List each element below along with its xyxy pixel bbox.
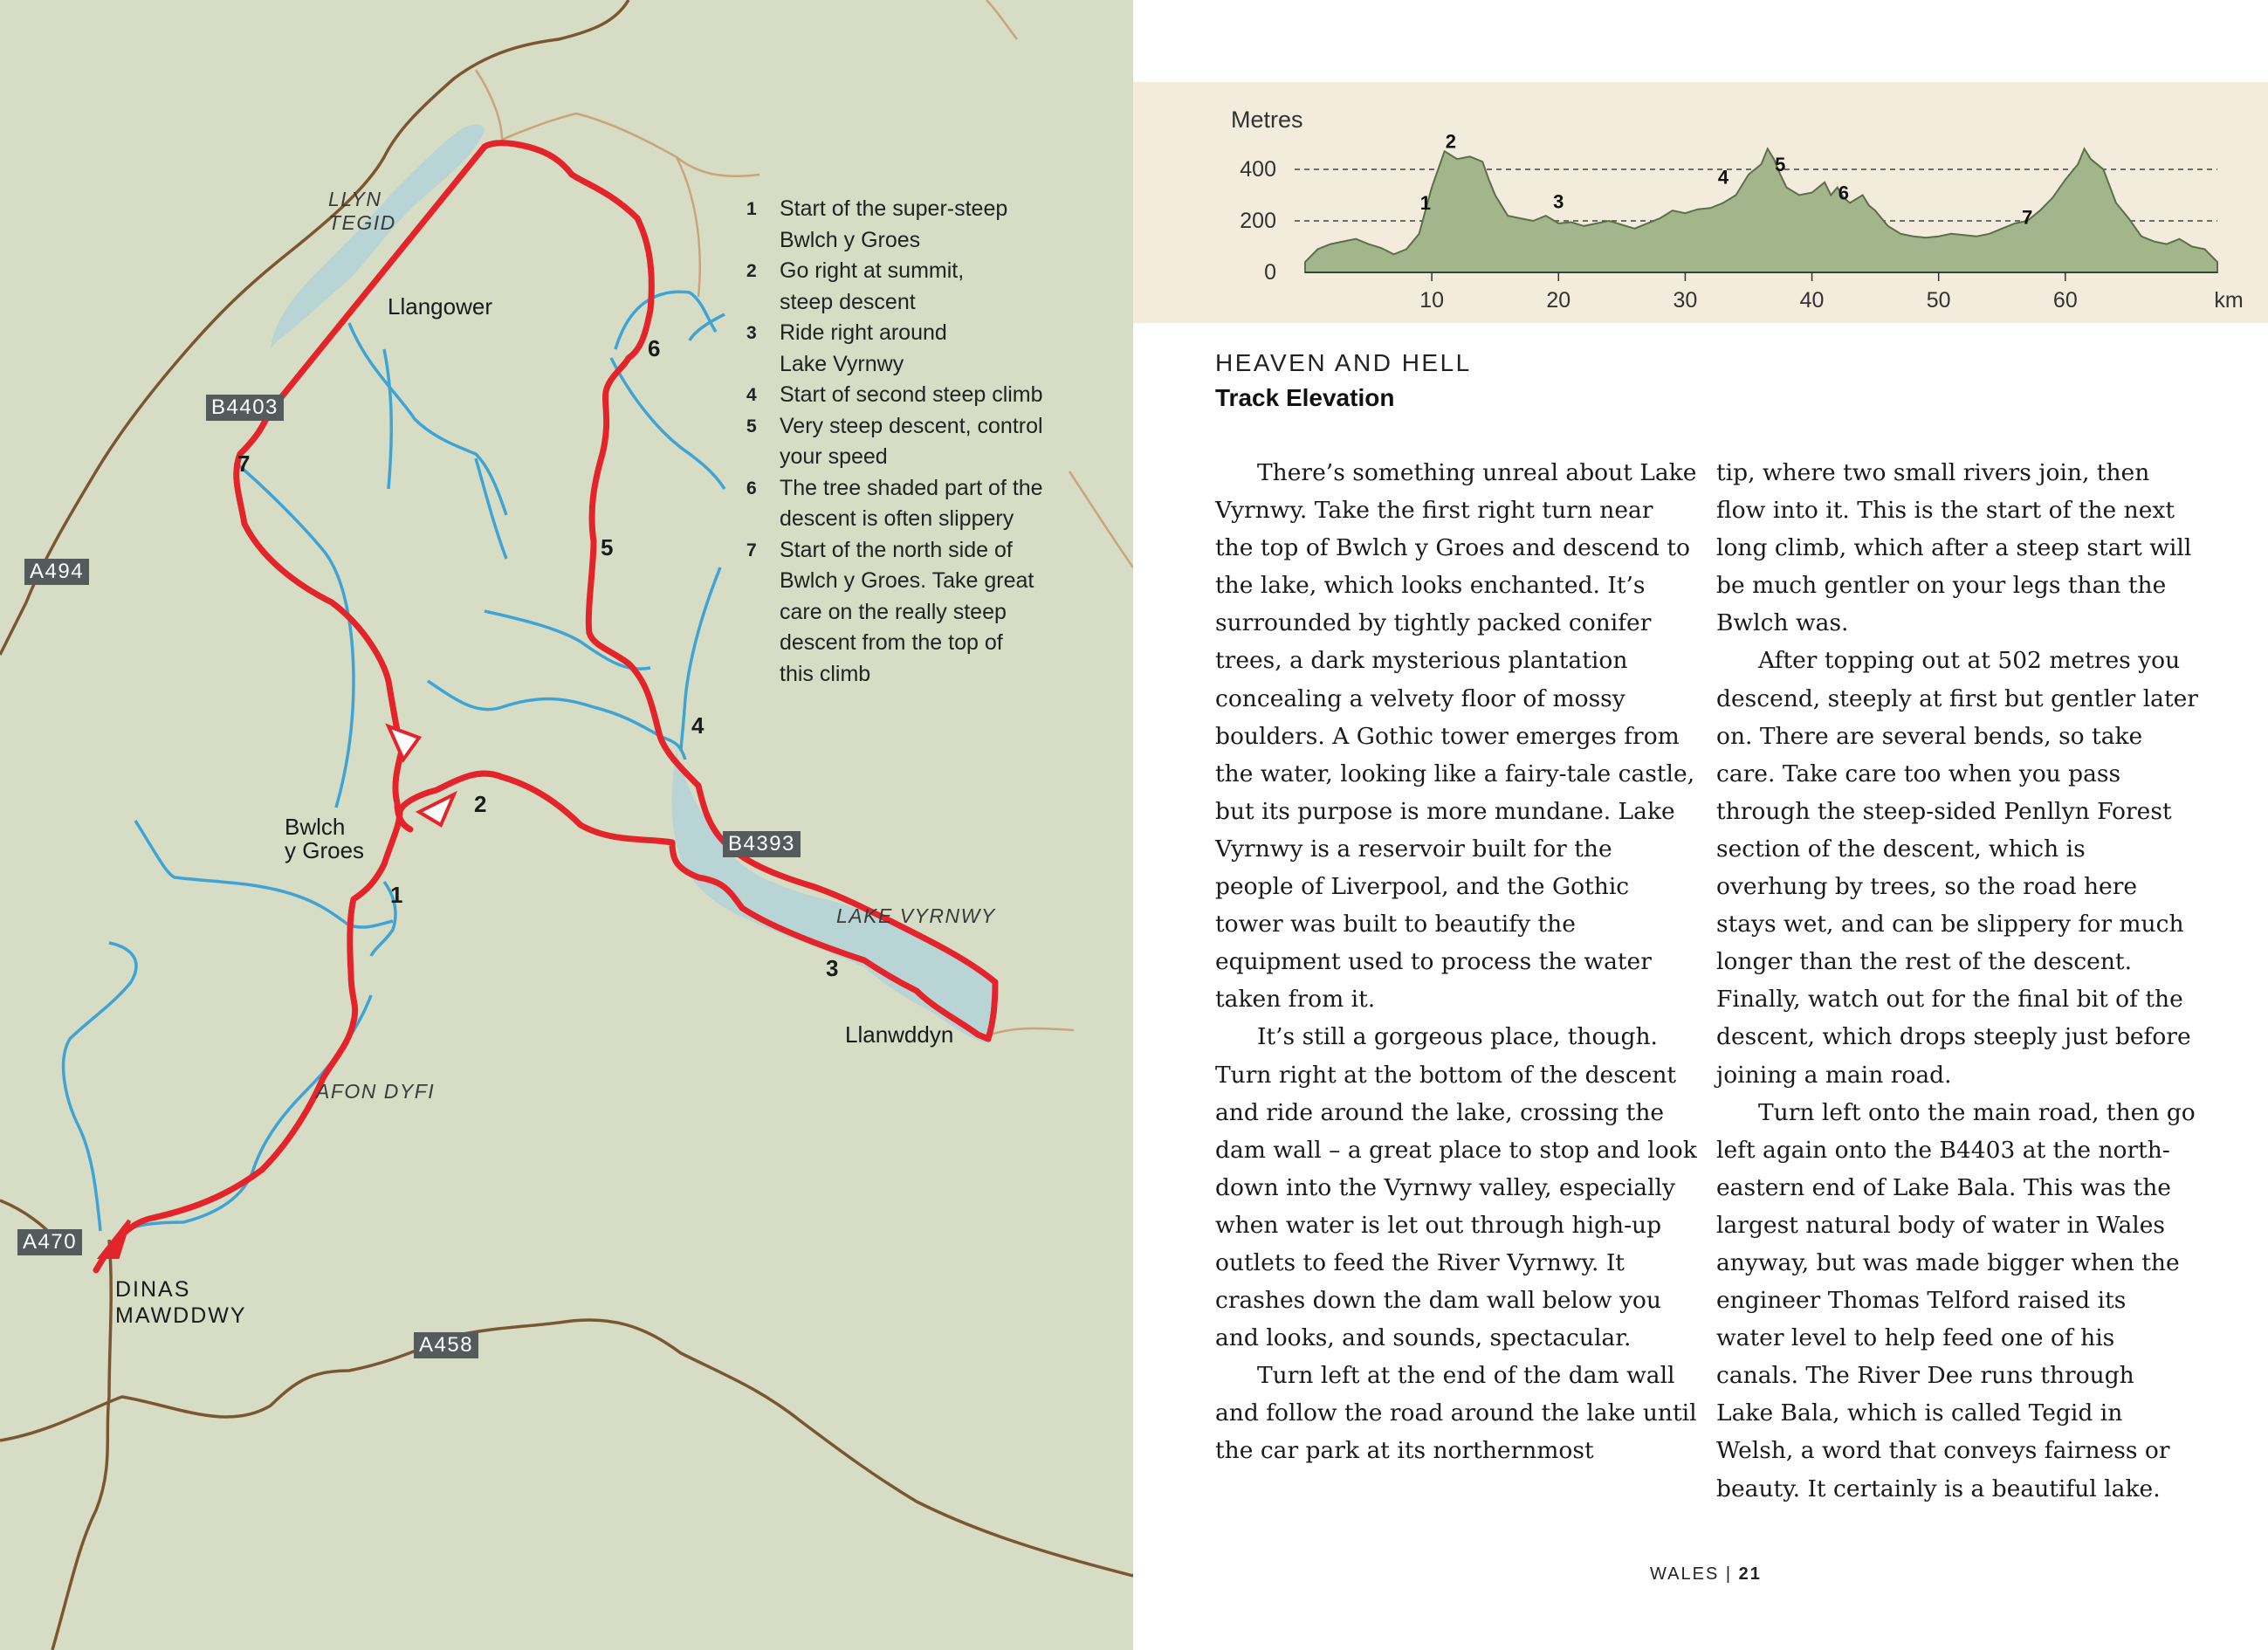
elevation-marker-2: 2 <box>1445 130 1457 153</box>
y-axis-label: Metres <box>1231 107 1303 133</box>
route-marker-1: 1 <box>390 882 403 908</box>
legend-item: 3 Ride right around Lake Vyrnwy <box>746 320 947 376</box>
road-b4403: B4403 <box>206 395 284 421</box>
article-column-1 <box>1215 454 1697 1470</box>
legend-item: 6 The tree shaded part of the descent is often slippery <box>746 475 1043 531</box>
x-tick-label: 10 <box>1419 288 1445 313</box>
page-footer <box>1650 1564 1762 1585</box>
route-marker-5: 5 <box>601 534 614 560</box>
road-a470: A470 <box>17 1229 82 1255</box>
route-marker-6: 6 <box>648 335 661 361</box>
x-tick-label: 30 <box>1673 288 1698 313</box>
elevation-marker-4: 4 <box>1717 166 1729 189</box>
elevation-marker-7: 7 <box>2022 206 2033 229</box>
route-map <box>0 0 1133 1650</box>
paragraph: It’s still a gorgeous place, though. Turn right at the bottom of the descent and ride around the lake, crossing the dam wall – a great place to stop and look down into the Vyrnwy valley, especially when water is let out through high-up outlets to feed the River Vyrnwy. It crashes down the dam wall below you and looks, and sounds, spectacular. <box>1215 1023 1697 1352</box>
elevation-chart <box>1133 82 2268 323</box>
map-legend <box>746 194 1087 690</box>
road-a494: A494 <box>24 559 89 585</box>
article-column-2 <box>1716 454 2198 1508</box>
route-marker-3: 3 <box>826 955 839 981</box>
legend-item: 2 Go right at summit, steep descent <box>746 258 965 314</box>
elevation-area <box>1305 148 2217 272</box>
place-llangower: Llangower <box>388 293 492 320</box>
elevation-marker-6: 6 <box>1838 182 1849 204</box>
paragraph: Turn left at the end of the dam wall and follow the road around the lake until the car park at its northernmost <box>1215 1362 1697 1465</box>
y-tick-label: 200 <box>1240 209 1276 233</box>
page-number: 21 <box>1738 1564 1762 1584</box>
footer-separator: | <box>1725 1564 1733 1584</box>
lake-vyrnwy-label: LAKE VYRNWY <box>836 904 996 927</box>
legend-item: 4 Start of second steep climb <box>746 382 1043 407</box>
paragraph: Turn left onto the main road, then go left again onto the B4403 at the north-eastern end of Lake Bala. This was the largest natural body of water in Wales anyway, but was made bigger when the engineer Thomas Telford raised its water level to help feed one of his canals. The River Dee runs through Lake Bala, which is called Tegid in Welsh, a word that conveys fairness or beauty. It certainly is a beautiful lake. <box>1716 1098 2196 1502</box>
y-tick-label: 400 <box>1240 157 1276 182</box>
x-tick-label: 50 <box>1926 288 1951 313</box>
afon-dyfi-label: AFON DYFI <box>316 1080 436 1103</box>
place-dinas-mawddwy: DINAS MAWDDWY <box>115 1277 247 1328</box>
x-tick-label: 20 <box>1546 288 1571 313</box>
chart-title: Track Elevation <box>1215 384 1395 411</box>
paragraph: There’s something unreal about Lake Vyrnwy. Take the first right turn near the top of Bwlch y Groes and descend to the lake, which looks enchanted. It’s surrounded by tightly packed conifer trees, a dark mysterious plantation concealing a velvety floor of mossy boulders. A Gothic tower emerges from the water, looking like a fairy-tale castle, but its purpose is more mundane. Lake Vyrnwy is a reservoir built for the people of Liverpool, and the Gothic tower was built to beautify the equipment used to process the water taken from it. <box>1215 459 1697 1014</box>
route-marker-4: 4 <box>691 712 704 739</box>
elevation-marker-5: 5 <box>1775 153 1786 175</box>
road-a458: A458 <box>414 1332 478 1358</box>
y-tick-label: 0 <box>1264 260 1276 285</box>
llyn-tegid-label: LLYN TEGID <box>328 188 396 234</box>
x-tick-label: 60 <box>2052 288 2078 313</box>
elevation-marker-3: 3 <box>1553 190 1564 213</box>
elevation-marker-1: 1 <box>1419 192 1432 215</box>
elevation-svg <box>1133 82 2268 323</box>
road-b4393: B4393 <box>723 831 801 857</box>
route-marker-7: 7 <box>237 450 251 477</box>
legend-item: 7 Start of the north side of Bwlch y Groes. Take great care on the really steep descent from the top of this climb <box>746 537 1034 686</box>
route-marker-2: 2 <box>474 791 487 817</box>
legend-item: 5 Very steep descent, control your speed <box>746 413 1043 469</box>
paragraph: tip, where two small rivers join, then flow into it. This is the start of the next long climb, which after a steep start will be much gentler on your legs than the Bwlch was. <box>1716 459 2192 637</box>
place-bwlch-y-groes: Bwlch y Groes <box>285 814 365 863</box>
paragraph: After topping out at 502 metres you descend, steeply at first but gentler later on. There are several bends, so take care. Take care too when you pass through the steep-sided Penllyn Forest section of the descent, which is overhung by trees, so the road here stays wet, and can be slippery for much longer than the rest of the descent. Finally, watch out for the final bit of the descent, which drops steeply just before joining a main road. <box>1716 647 2198 1089</box>
x-tick-label: 40 <box>1799 288 1825 313</box>
section-title: HEAVEN AND HELL <box>1215 349 1472 376</box>
legend-item: 1 Start of the super-steep Bwlch y Groes <box>746 196 1008 252</box>
place-llanwddyn: Llanwddyn <box>845 1021 954 1048</box>
x-axis-unit: km <box>2214 288 2244 313</box>
footer-section: WALES <box>1650 1564 1720 1584</box>
